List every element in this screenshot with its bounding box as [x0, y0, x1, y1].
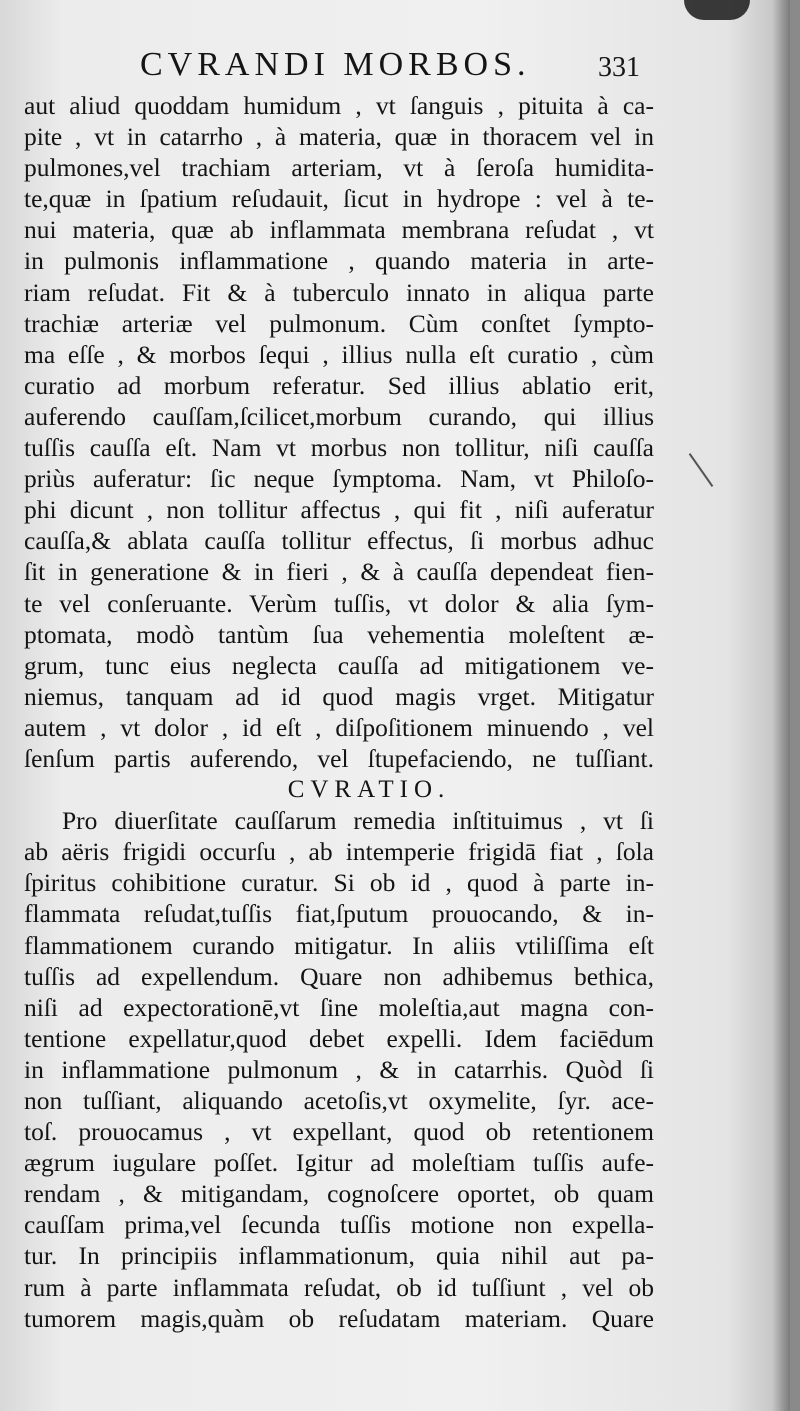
text-line: in inflammatione pulmonum , & in catarrhis. Quòd ſi — [24, 1054, 654, 1084]
text-line: grum, tunc eius neglecta cauſſa ad mitigationem ve- — [24, 650, 654, 680]
text-line: riam reſudat. Fit & à tuberculo innato in aliqua parte — [24, 277, 654, 307]
running-head: CVRANDI MORBOS. — [140, 46, 531, 83]
text-line: priùs auferatur: ſic neque ſymptoma. Nam, vt Philoſo- — [24, 464, 654, 494]
text-line: ma eſſe , & morbos ſequi , illius nulla eſt curatio , cùm — [24, 339, 654, 369]
page-number: 331 — [598, 52, 640, 83]
text-line: cauſſam prima,vel ſecunda tuſſis motione non expella- — [24, 1210, 654, 1240]
text-line: curatio ad morbum referatur. Sed illius ablatio erit, — [24, 370, 654, 400]
text-line: ptomata, modò tantùm ſua vehementia moleſtent æ- — [24, 619, 654, 649]
text-line: flammationem curando mitigatur. In aliis vtiliſſima eſt — [24, 930, 654, 960]
text-line: nui materia, quæ ab inflammata membrana reſudat , vt — [24, 215, 654, 245]
paragraph-before-heading — [24, 90, 654, 774]
text-line: rum à parte inflammata reſudat, ob id tuſſiunt , vel ob — [24, 1272, 654, 1302]
paragraph-curatio — [24, 805, 654, 1334]
text-line: ægrum iugulare poſſet. Igitur ad moleſtiam tuſſis aufe- — [24, 1148, 654, 1178]
margin-pen-mark — [689, 453, 714, 487]
text-line: ſit in generatione & in fieri , & à cauſſa dependeat fien- — [24, 557, 654, 587]
text-line: ſpiritus cohibitione curatur. Si ob id , quod à parte in- — [24, 868, 654, 898]
text-line: Pro diuerſitate cauſſarum remedia inſtituimus , vt ſi — [62, 806, 654, 836]
text-line: tuſſis cauſſa eſt. Nam vt morbus non tollitur, niſi cauſſa — [24, 433, 654, 463]
text-line: non tuſſiant, aliquando acetoſis,vt oxymelite, ſyr. ace- — [24, 1086, 654, 1115]
text-line: aut aliud quoddam humidum , vt ſanguis , pituita à ca- — [24, 91, 654, 120]
text-line: phi dicunt , non tollitur affectus , qui fit , niſi auferatur — [24, 495, 654, 525]
text-line: cauſſa,& ablata cauſſa tollitur effectus, ſi morbus adhuc — [24, 526, 654, 556]
text-line: toſ. prouocamus , vt expellant, quod ob retentionem — [24, 1117, 654, 1147]
section-heading: CVRATIO. — [287, 776, 451, 804]
text-line: autem , vt dolor , id eſt , diſpoſitionem minuendo , vel — [24, 712, 654, 742]
text-line: pulmones,vel trachiam arteriam, vt à ſeroſa humidita- — [24, 153, 654, 183]
text-line: trachiæ arteriæ vel pulmonum. Cùm conſtet ſympto- — [24, 308, 654, 338]
text-line: te,quæ in ſpatium reſudauit, ſicut in hydrope : vel à te- — [24, 184, 654, 214]
text-line: auferendo cauſſam,ſcilicet,morbum curando, qui illius — [24, 401, 654, 431]
text-line: pite , vt in catarrho , à materia, quæ in thoracem vel in — [24, 122, 654, 152]
text-line: ſenſum partis auferendo, vel ſtupefaciendo, ne tuſſiant. — [24, 743, 654, 773]
text-line: niſi ad expectorationē,vt ſine moleſtia,aut magna con- — [24, 992, 654, 1022]
text-line: ab aëris frigidi occurſu , ab intemperie frigidā fiat , ſola — [24, 837, 654, 867]
page-header — [0, 40, 790, 90]
text-line: te vel conſeruante. Verùm tuſſis, vt dolor & alia ſym- — [24, 588, 654, 618]
text-line: rendam , & mitigandam, cognoſcere oportet, ob quam — [24, 1179, 654, 1209]
ink-blot — [684, 0, 750, 20]
text-line: tuſſis ad expellendum. Quare non adhibemus bethica, — [24, 961, 654, 991]
body-text — [24, 90, 654, 1334]
text-line: flammata reſudat,tuſſis fiat,ſputum prouocando, & in- — [24, 899, 654, 929]
text-line: in pulmonis inflammatione , quando materia in arte- — [24, 246, 654, 276]
text-line: niemus, tanquam ad id quod magis vrget. Mitigatur — [24, 681, 654, 711]
text-line: tentione expellatur,quod debet expelli. Idem faciēdum — [24, 1023, 654, 1053]
text-line: tumorem magis,quàm ob reſudatam materiam. Quare — [24, 1303, 654, 1333]
text-line: tur. In principiis inflammationum, quia nihil aut pa- — [24, 1241, 654, 1271]
